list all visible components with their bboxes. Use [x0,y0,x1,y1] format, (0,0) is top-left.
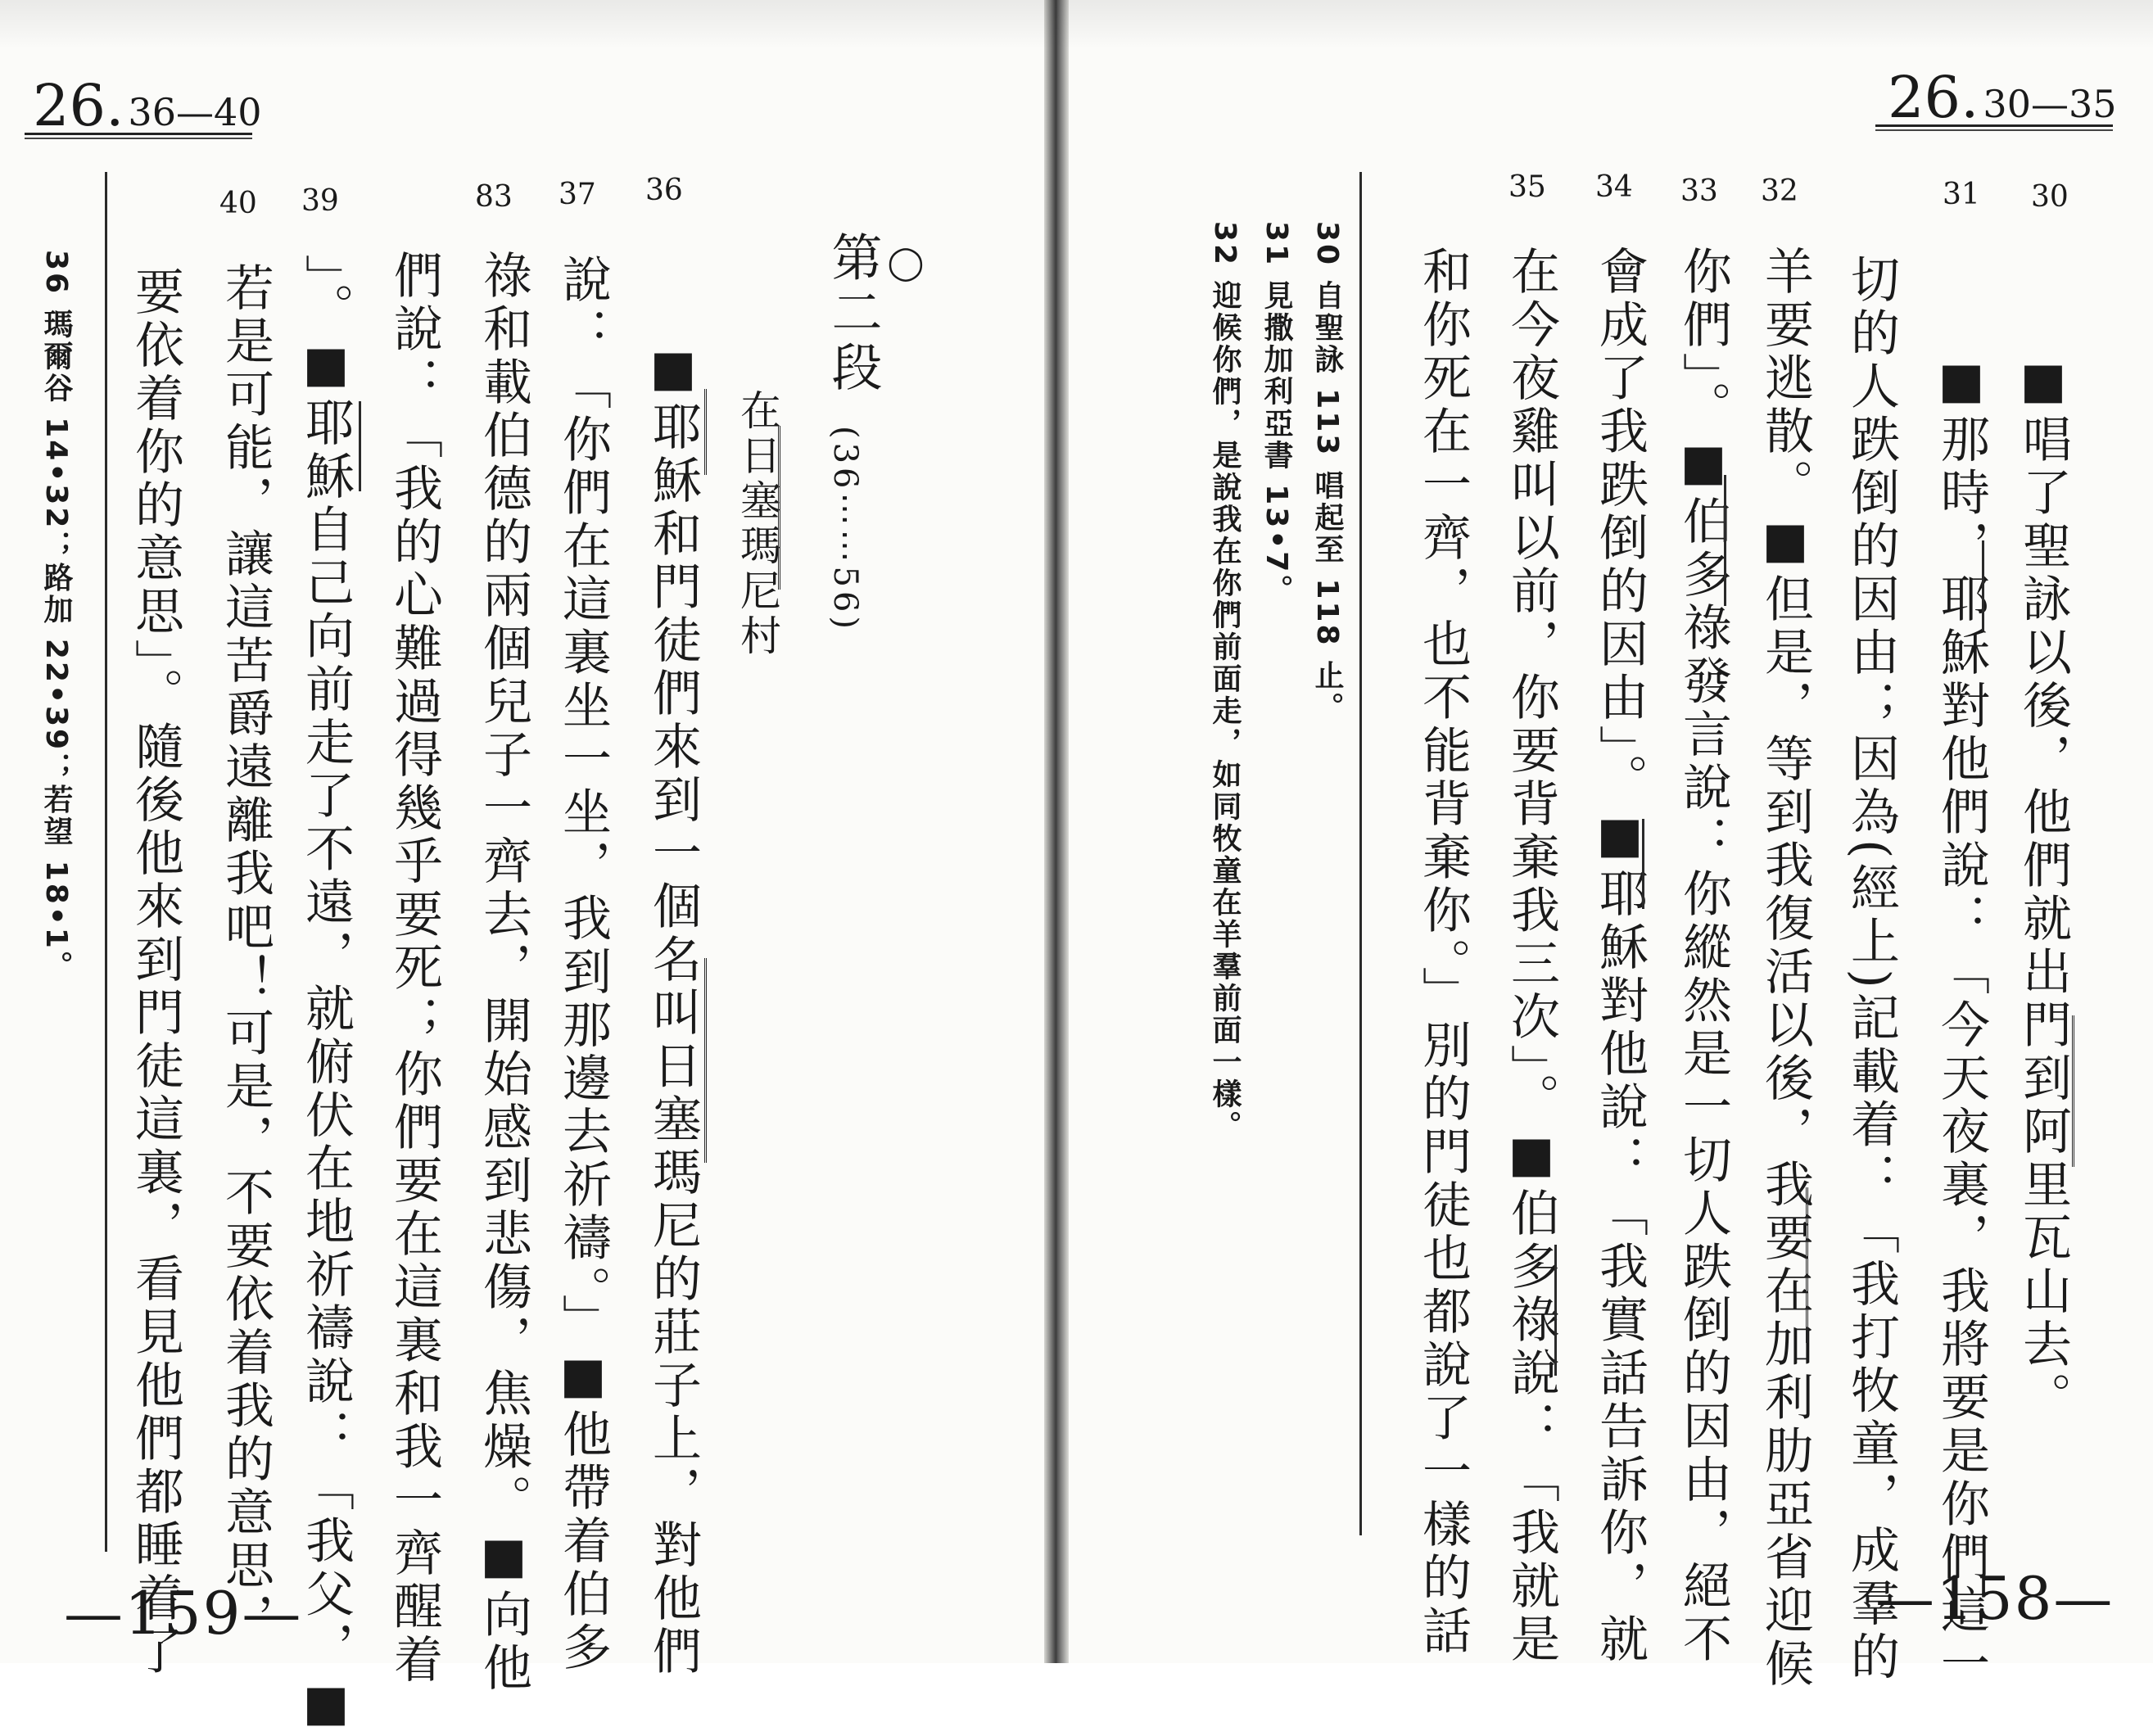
verse-number-32: 32 [1761,174,1798,208]
name-marker-yesu-right [1982,540,1984,631]
right-head-rule [1875,124,2113,131]
right-text-column-2: ■那時，耶穌對他們說：「今天夜裏，我將要是你們這一 [1933,352,1990,1691]
left-text-column-4: 們說：「我的心難過得幾乎要死；你們要在這裏和我一齊醒着 [386,250,443,1687]
right-page-number: —158— [1875,1564,2115,1633]
verse-number-35: 35 [1508,170,1546,204]
name-marker-yesu-2 [359,401,361,491]
left-footnote-36: 36 瑪爾谷 14•32；路加 22•39；若望 18•1。 [39,250,73,983]
right-text-column-1: ■唱了聖詠以後，他們就出門到阿里瓦山去。 [2015,352,2072,1425]
verse-number-38: 83 [475,180,513,214]
right-text-column-7: 在今夜雞叫以前，你要背棄我三次」。■伯多祿說：「我就是 [1503,246,1560,1666]
right-footnote-30: 30 自聖詠 113 唱起至 118 止。 [1310,221,1344,725]
left-text-column-3: 祿和載伯德的兩個兒子一齊去，開始感到悲傷，焦燥。■向他 [475,250,532,1695]
verse-number-36: 36 [645,174,683,207]
name-marker-yesu-right-2 [1642,819,1644,909]
name-marker-peter [1724,475,1726,606]
left-head-rule [25,133,252,139]
section-circle: ◯ [887,244,925,286]
verse-number-40: 40 [219,187,257,220]
name-marker-gethsemane [704,958,709,1163]
right-note-divider [1359,172,1362,1535]
book-gutter [1044,0,1069,1663]
name-marker-galilee [1806,1187,1811,1343]
left-text-column-1: ■耶穌和門徒們來到一個名叫日塞瑪尼的莊子上，對他們 [645,340,702,1679]
name-marker-peter-2 [1554,1245,1557,1376]
left-running-head-verses: 36—40 [128,90,262,134]
left-running-head-chapter: 26. [33,72,124,139]
right-text-column-8: 和你死在一齊，也不能背棄你。」別的門徒也都說了一樣的話 [1414,246,1472,1658]
name-marker-olivet [2072,1015,2077,1167]
section-subtitle: 在日塞瑪尼村 [734,389,781,659]
left-running-head [33,72,262,139]
verse-number-39: 39 [301,184,339,218]
right-text-column-3: 切的人跌倒的因由；因為(經上)記載着：「我打牧童，成羣的 [1843,254,1900,1684]
left-text-column-6: 若是可能，讓這苦爵遠離我吧！可是，不要依着我的意思， [217,262,274,1646]
verse-number-37: 37 [559,178,596,211]
right-footnote-32: 32 迎候你們，是說我在你們前面走，如同牧童在羊羣前面一樣。 [1208,221,1242,1142]
verse-number-31: 31 [1943,178,1980,211]
right-text-column-4: 羊要逃散。■但是，等到我復活以後，我要在加利肋亞省迎候 [1757,246,1814,1691]
subtitle-marker-line [778,426,783,590]
name-marker-yesu [704,389,709,475]
verse-number-34: 34 [1595,170,1633,204]
verse-number-33: 33 [1680,174,1718,208]
section-title: 第二段 [823,231,883,396]
left-note-divider [105,172,107,1552]
left-text-column-5: 」。■耶穌自己向前走了不遠，就俯伏在地祈禱說：「我父，■ [297,254,355,1736]
left-text-column-2: 說：「你們在這裏坐一坐，我到那邊去祈禱。」■他帶着伯多 [554,254,612,1675]
right-running-head-verses: 30—35 [1983,82,2117,126]
right-text-column-6: 會成了我跌倒的因由」。■耶穌對他說：「我實話告訴你，就 [1591,246,1649,1666]
section-range: (36⋯⋯56) [826,426,864,634]
right-running-head [1888,64,2117,131]
right-footnote-31: 31 見撒加利亞書 13•7。 [1260,221,1293,607]
left-text-column-7: 要依着你的意思」。隨後他來到門徒這裏，看見他們都睡着了 [127,266,184,1679]
verse-number-30: 30 [2031,180,2069,214]
left-page-number: —159— [64,1579,303,1648]
right-text-column-5: 你們」。■伯多祿發言說：你縱然是一切人跌倒的因由，絕不 [1675,246,1732,1666]
right-running-head-chapter: 26. [1888,64,1979,131]
